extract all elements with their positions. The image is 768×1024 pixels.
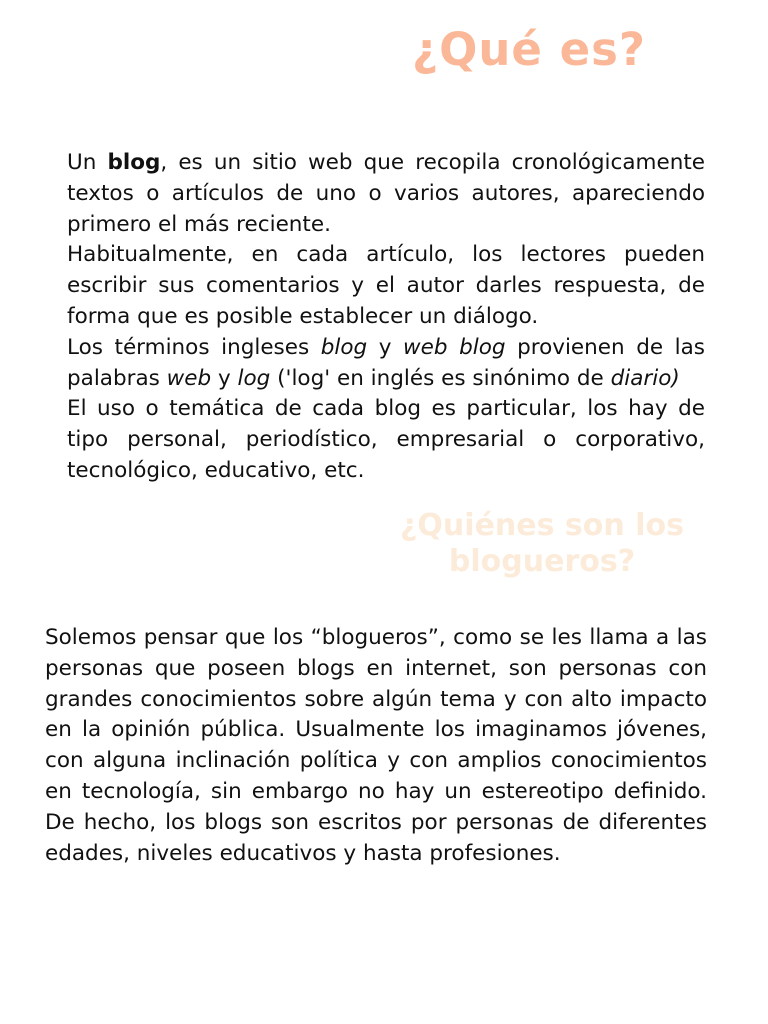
- definition-paragraph-3: [67, 333, 705, 395]
- definition-text: provienen de las palabras: [67, 334, 705, 391]
- definition-text: , es un sitio web que recopila cronológicamente textos o artículos de uno o varios autores, apareciendo primero el más reciente.: [67, 150, 705, 237]
- bloggers-section: [45, 623, 707, 869]
- section-title-bloggers: ¿Quiénes son los blogueros?: [400, 508, 684, 579]
- term-blog: blog: [320, 334, 368, 360]
- blog-term: blog: [107, 150, 161, 175]
- definition-text: Un: [67, 150, 108, 175]
- definition-text: y: [367, 334, 404, 360]
- definition-section: [67, 148, 705, 487]
- definition-text: y: [211, 365, 238, 391]
- page-title: ¿Qué es?: [412, 23, 646, 76]
- term-web-blog: web blog: [403, 334, 506, 360]
- term-diario: diario): [610, 365, 680, 391]
- definition-paragraph-1: [67, 148, 705, 240]
- definition-text: ('log' en inglés es sinónimo de: [270, 365, 611, 391]
- term-web: web: [166, 365, 212, 391]
- definition-paragraph-2: Habitualmente, en cada artículo, los lectores pueden escribir sus comentarios y el autor darles respuesta, de forma que es posible establecer un diálogo.: [67, 242, 705, 329]
- bloggers-paragraph: Solemos pensar que los “blogueros”, como se les llama a las personas que poseen blogs en internet, son personas con grandes conocimientos sobre algún tema y con alto impacto en la opinión pública. Usualmente los imaginamos jóvenes, con alguna inclinación política y con amplios conocimientos en tecnología, sin embargo no hay un estereotipo definido. De hecho, los blogs son escritos por personas de diferentes edades, niveles educativos y hasta profesiones.: [45, 625, 707, 866]
- definition-paragraph-4: El uso o temática de cada blog es particular, los hay de tipo personal, periodístico, empresarial o corporativo, tecnológico, educativo, etc.: [67, 396, 705, 483]
- definition-text: Los términos ingleses: [67, 334, 321, 360]
- term-log: log: [237, 365, 271, 391]
